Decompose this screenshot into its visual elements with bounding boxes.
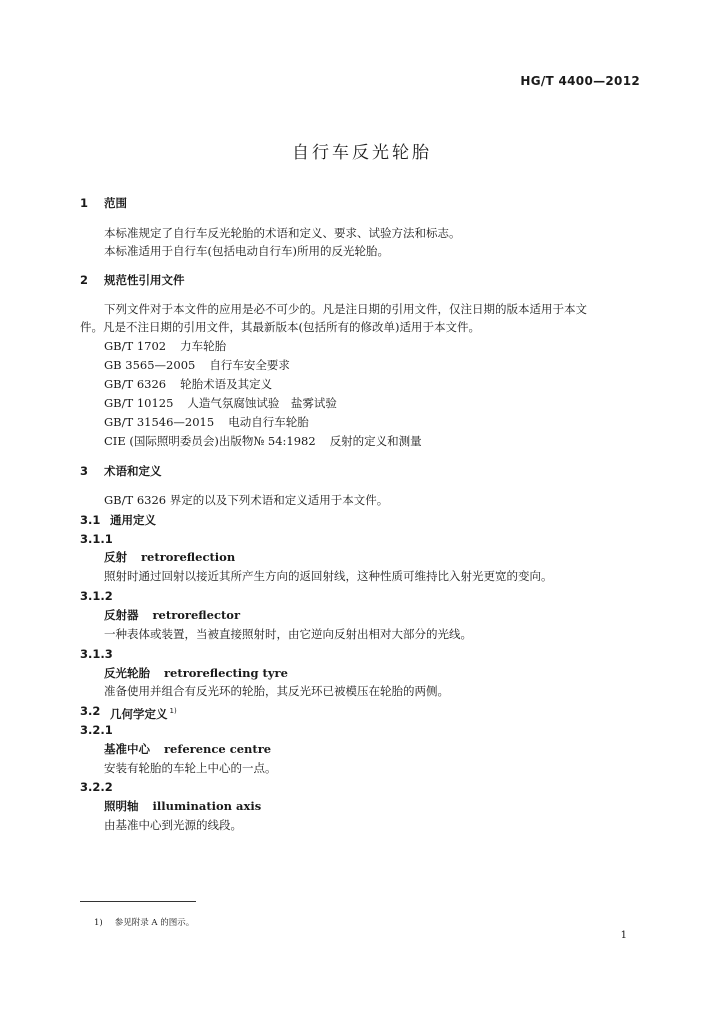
term-chinese: 反射	[104, 550, 127, 564]
definition-text: 由基准中心到光源的线段。	[104, 818, 242, 832]
reference-code: GB/T 6326	[104, 377, 167, 391]
term-definition	[0, 759, 724, 777]
reference-code: CIE (国际照明委员会)出版物№ 54:1982	[104, 434, 316, 448]
paragraph	[0, 318, 724, 336]
term-definition	[0, 625, 724, 643]
reference-name: 轮胎术语及其定义	[180, 377, 273, 391]
section-2-heading	[0, 271, 724, 289]
footnote-divider	[80, 901, 196, 902]
term-definition	[0, 816, 724, 834]
footnote	[94, 917, 194, 929]
term-definition	[0, 567, 724, 585]
term-number-text: 3.2.2	[80, 780, 113, 794]
section-title: 术语和定义	[104, 464, 162, 478]
paragraph-text: 本标准规定了自行车反光轮胎的术语和定义、要求、试验方法和标志。	[104, 226, 461, 240]
term-english: retroreflecting tyre	[164, 666, 288, 680]
reference-name: 反射的定义和测量	[329, 434, 422, 448]
footnote-reference[interactable]: 1)	[169, 707, 177, 715]
section-1-heading	[0, 194, 724, 212]
term-entry	[0, 740, 724, 758]
term-number-text: 3.1.3	[80, 647, 113, 661]
term-entry	[0, 606, 724, 624]
paragraph-text: GB/T 6326 界定的以及下列术语和定义适用于本文件。	[104, 493, 389, 507]
term-number	[0, 587, 724, 605]
reference-item	[0, 337, 724, 355]
footnote-text: 参见附录 A 的图示。	[114, 918, 195, 928]
reference-code: GB/T 1702	[104, 339, 167, 353]
term-english: reference centre	[164, 742, 272, 756]
definition-text: 安装有轮胎的车轮上中心的一点。	[104, 761, 277, 775]
standard-number: HG/T 4400—2012	[520, 74, 640, 88]
section-number: 3	[80, 464, 89, 478]
section-3-heading	[0, 462, 724, 480]
reference-name: 自行车安全要求	[209, 358, 290, 372]
paragraph	[0, 491, 724, 509]
reference-item	[0, 413, 724, 431]
term-english: retroreflection	[141, 550, 236, 564]
section-number: 3.1	[80, 513, 101, 527]
term-english: retroreflector	[152, 608, 241, 622]
term-number-text: 3.1.1	[80, 532, 113, 546]
term-entry	[0, 664, 724, 682]
subsection-3-2-heading	[0, 702, 724, 720]
term-number	[0, 530, 724, 548]
term-chinese: 照明轴	[104, 799, 139, 813]
paragraph-text: 下列文件对于本文件的应用是必不可少的。凡是注日期的引用文件，仅注日期的版本适用于本文	[104, 302, 587, 316]
term-chinese: 反射器	[104, 608, 139, 622]
definition-text: 准备使用并组合有反光环的轮胎，其反光环已被模压在轮胎的两侧。	[104, 684, 449, 698]
term-english: illumination axis	[152, 799, 262, 813]
section-title: 几何学定义	[110, 706, 168, 721]
section-title: 规范性引用文件	[104, 273, 185, 287]
section-title: 范围	[104, 196, 127, 210]
reference-item	[0, 375, 724, 393]
term-number-text: 3.2.1	[80, 723, 113, 737]
term-number	[0, 721, 724, 739]
term-definition	[0, 682, 724, 700]
section-number: 3.2	[80, 704, 101, 718]
definition-text: 一种表体或装置，当被直接照射时，由它逆向反射出相对大部分的光线。	[104, 627, 472, 641]
subsection-3-1-heading	[0, 511, 724, 529]
term-number-text: 3.1.2	[80, 589, 113, 603]
reference-code: GB 3565—2005	[104, 358, 196, 372]
page-number: 1	[620, 930, 627, 941]
term-chinese: 基准中心	[104, 742, 150, 756]
reference-name: 电动自行车轮胎	[228, 415, 309, 429]
reference-item	[0, 356, 724, 374]
term-chinese: 反光轮胎	[104, 666, 150, 680]
paragraph-text: 本标准适用于自行车(包括电动自行车)所用的反光轮胎。	[104, 244, 389, 258]
reference-name: 人造气氛腐蚀试验 盐雾试验	[187, 396, 337, 410]
paragraph	[0, 224, 724, 242]
footnote-mark: 1)	[94, 918, 103, 928]
section-number: 1	[80, 196, 89, 210]
reference-name: 力车轮胎	[180, 339, 227, 353]
reference-item	[0, 432, 724, 450]
section-number: 2	[80, 273, 89, 287]
document-title: 自行车反光轮胎	[292, 143, 432, 163]
term-entry	[0, 548, 724, 566]
section-title: 通用定义	[110, 513, 156, 527]
paragraph	[0, 300, 724, 318]
reference-code: GB/T 10125	[104, 396, 174, 410]
term-entry	[0, 797, 724, 815]
paragraph-text: 件。凡是不注日期的引用文件，其最新版本(包括所有的修改单)适用于本文件。	[80, 320, 480, 334]
reference-item	[0, 394, 724, 412]
definition-text: 照射时通过回射以接近其所产生方向的返回射线，这种性质可维持比入射光更宽的变向。	[104, 569, 553, 583]
term-number	[0, 778, 724, 796]
term-number	[0, 645, 724, 663]
paragraph	[0, 242, 724, 260]
reference-code: GB/T 31546—2015	[104, 415, 215, 429]
